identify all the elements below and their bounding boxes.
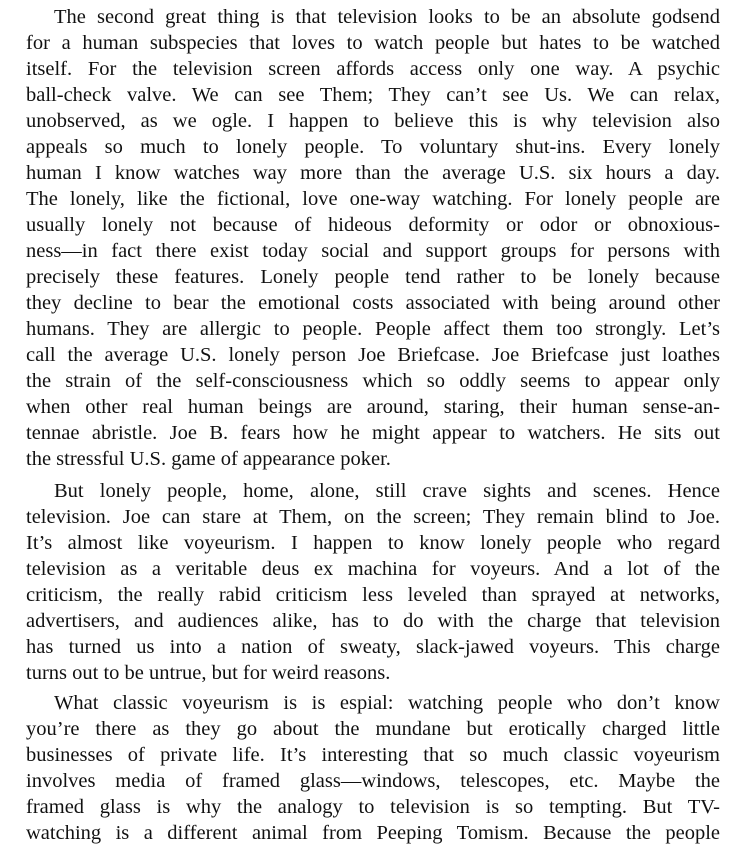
paragraph-2-line-8: turns out to be untrue, but for weird reasons. xyxy=(26,662,391,684)
paragraph-1-line-18: the stressful U.S. game of appearance poker. xyxy=(26,448,391,470)
paragraph-3-line-4: involves media of framed glass—windows, telescopes, etc. Maybe the xyxy=(26,770,720,792)
paragraph-1-line-17: tennae abristle. Joe B. fears how he might appear to watchers. He sits out xyxy=(26,422,720,444)
paragraph-2-line-1: But lonely people, home, alone, still crave sights and scenes. Hence xyxy=(54,480,720,502)
paragraph-2-line-5: criticism, the really rabid criticism less leveled than sprayed at networks, xyxy=(26,584,720,606)
paragraph-3-line-3: businesses of private life. It’s interesting that so much classic voyeurism xyxy=(26,744,720,766)
paragraph-1-line-4: ball-check valve. We can see Them; They can’t see Us. We can relax, xyxy=(26,84,720,106)
paragraph-1-line-3: itself. For the television screen affords access only one way. A psychic xyxy=(26,58,720,80)
paragraph-2-line-4: television as a veritable deus ex machina for voyeurs. And a lot of the xyxy=(26,558,720,580)
paragraph-1-line-12: they decline to bear the emotional costs associated with being around other xyxy=(26,292,720,314)
paragraph-1-line-6: appeals so much to lonely people. To voluntary shut-ins. Every lonely xyxy=(26,136,720,158)
paragraph-3-line-5: framed glass is why the analogy to television is so tempting. But TV- xyxy=(26,796,720,818)
paragraph-1-line-9: usually lonely not because of hideous deformity or odor or obnoxious- xyxy=(26,214,720,236)
paragraph-1-line-14: call the average U.S. lonely person Joe Briefcase. Joe Briefcase just loathes xyxy=(26,344,720,366)
paragraph-3-line-2: you’re there as they go about the mundane but erotically charged little xyxy=(26,718,720,740)
paragraph-1-line-10: ness—in fact there exist today social and support groups for persons with xyxy=(26,240,720,262)
paragraph-3-line-6: watching is a different animal from Peeping Tomism. Because the people xyxy=(26,822,720,844)
paragraph-2-line-7: has turned us into a nation of sweaty, slack-jawed voyeurs. This charge xyxy=(26,636,720,658)
paragraph-1-line-15: the strain of the self-consciousness which so oddly seems to appear only xyxy=(26,370,720,392)
paragraph-2-line-3: It’s almost like voyeurism. I happen to know lonely people who regard xyxy=(26,532,720,554)
paragraph-1-line-16: when other real human beings are around, staring, their human sense-an- xyxy=(26,396,720,418)
paragraph-1-line-1: The second great thing is that television looks to be an absolute godsend xyxy=(54,6,720,28)
paragraph-1-line-5: unobserved, as we ogle. I happen to believe this is why television also xyxy=(26,110,720,132)
paragraph-1-line-8: The lonely, like the fictional, love one-way watching. For lonely people are xyxy=(26,188,720,210)
paragraph-3-line-1: What classic voyeurism is is espial: watching people who don’t know xyxy=(54,692,720,714)
paragraph-1-line-13: humans. They are allergic to people. People affect them too strongly. Let’s xyxy=(26,318,720,340)
paragraph-1-line-11: precisely these features. Lonely people tend rather to be lonely because xyxy=(26,266,720,288)
paragraph-1-line-7: human I know watches way more than the average U.S. six hours a day. xyxy=(26,162,720,184)
paragraph-2-line-6: advertisers, and audiences alike, has to do with the charge that television xyxy=(26,610,720,632)
paragraph-2-line-2: television. Joe can stare at Them, on the screen; They remain blind to Joe. xyxy=(26,506,720,528)
paragraph-1-line-2: for a human subspecies that loves to watch people but hates to be watched xyxy=(26,32,720,54)
